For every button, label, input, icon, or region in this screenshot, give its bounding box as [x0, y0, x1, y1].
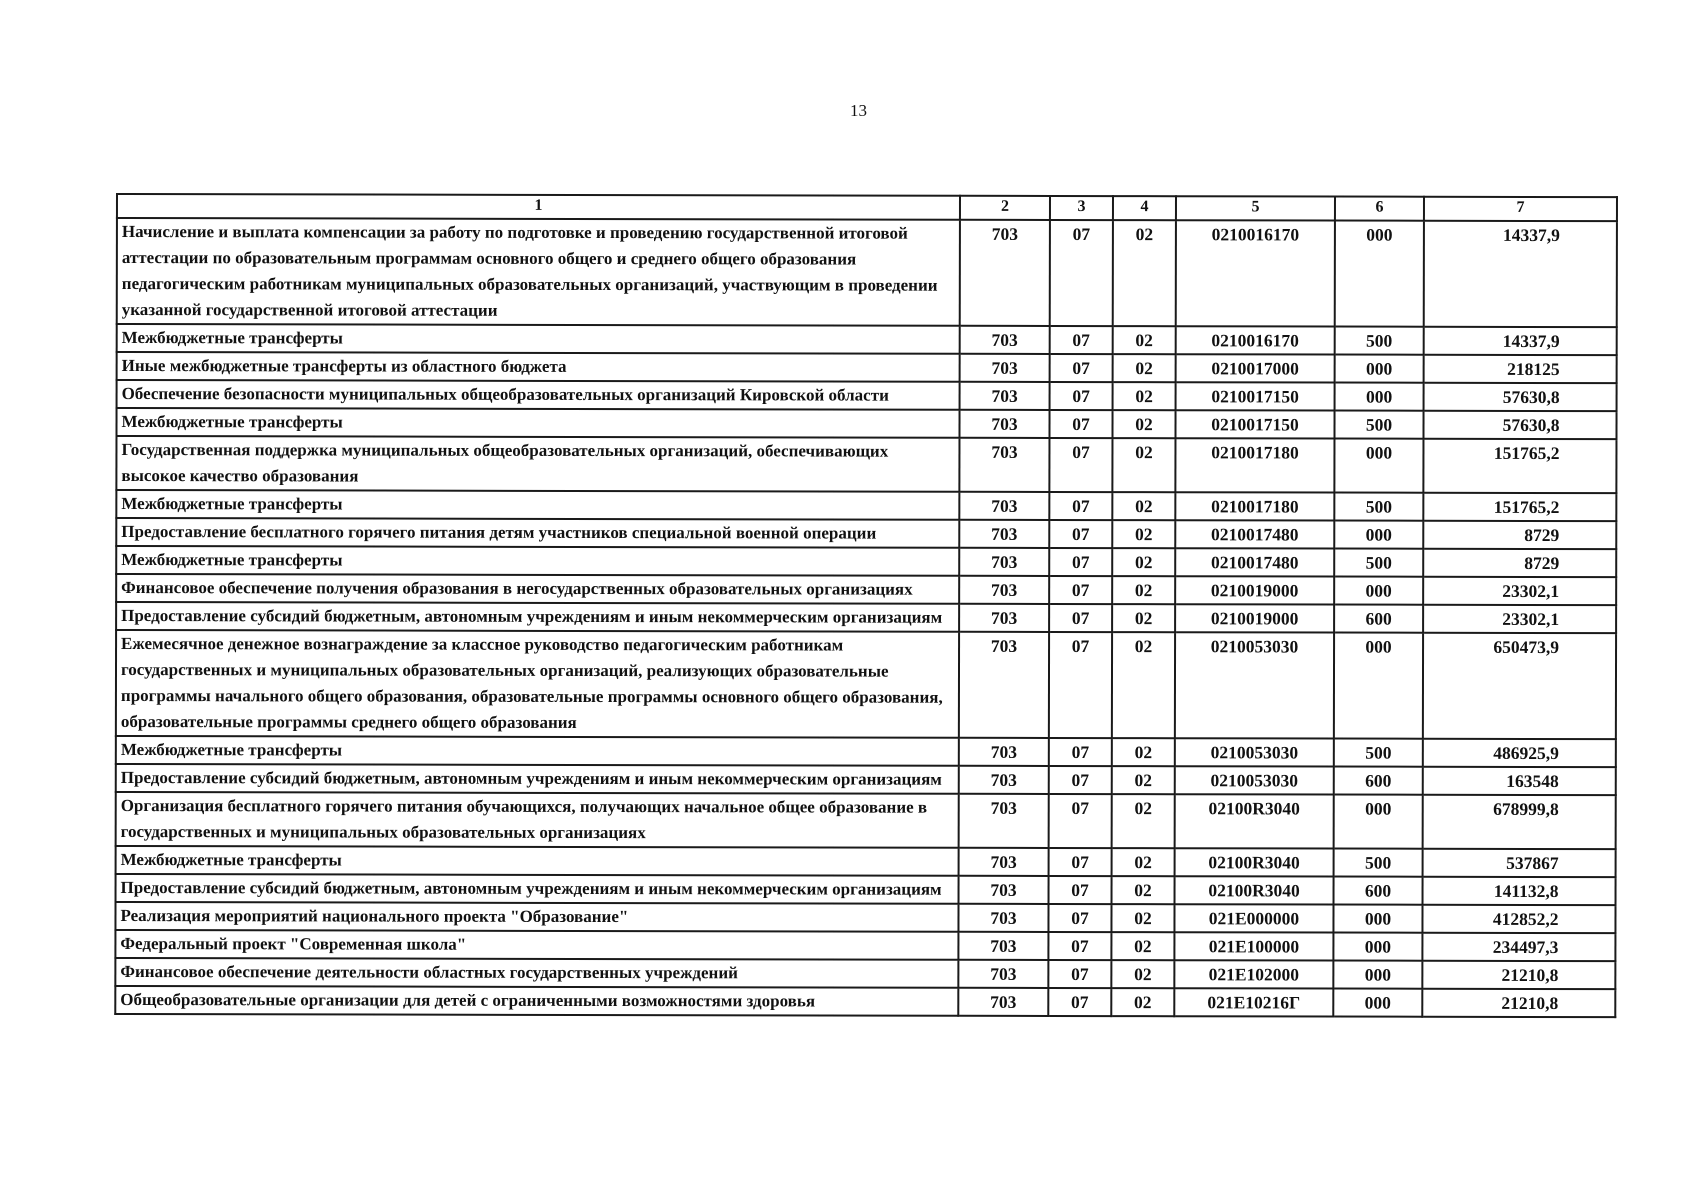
ministry-code: 703 — [959, 548, 1049, 576]
target-article-code: 021E000000 — [1174, 904, 1333, 932]
subsection-code: 02 — [1112, 548, 1175, 576]
subsection-code: 02 — [1113, 220, 1176, 326]
section-code: 07 — [1049, 738, 1112, 766]
expense-type-code: 600 — [1334, 767, 1423, 795]
subsection-code: 02 — [1112, 876, 1175, 904]
column-header-6: 6 — [1335, 197, 1424, 221]
target-article-code: 02100R3040 — [1175, 848, 1334, 876]
subsection-code: 02 — [1113, 354, 1176, 382]
target-article-code: 0210017180 — [1175, 438, 1334, 492]
section-code: 07 — [1049, 492, 1112, 520]
section-code: 07 — [1049, 410, 1112, 438]
table-row — [117, 380, 1617, 411]
expense-item-name: Предоставление субсидий бюджетным, автономным учреждениям и иным некоммерческим организациям — [116, 764, 959, 794]
section-code: 07 — [1049, 766, 1112, 794]
table-row — [116, 736, 1616, 767]
table-row — [116, 518, 1616, 549]
section-code: 07 — [1049, 876, 1112, 904]
target-article-code: 0210053030 — [1175, 738, 1334, 766]
amount: 8729 — [1423, 521, 1616, 549]
subsection-code: 02 — [1112, 766, 1175, 794]
expense-type-code: 000 — [1334, 577, 1423, 605]
ministry-code: 703 — [959, 738, 1049, 766]
target-article-code: 021E102000 — [1174, 960, 1333, 988]
expense-item-name: Финансовое обеспечение деятельности областных государственных учреждений — [115, 958, 958, 988]
budget-table — [114, 193, 1618, 1018]
amount: 537867 — [1423, 849, 1616, 877]
expense-item-name: Межбюджетные трансферты — [116, 490, 959, 520]
expense-type-code: 500 — [1334, 493, 1423, 521]
amount: 14337,9 — [1424, 327, 1617, 355]
expense-item-name: Финансовое обеспечение получения образования в негосударственных образовательных организациях — [116, 574, 959, 604]
amount: 486925,9 — [1423, 739, 1616, 767]
section-code: 07 — [1049, 848, 1112, 876]
subsection-code: 02 — [1112, 576, 1175, 604]
ministry-code: 703 — [959, 438, 1049, 492]
target-article-code: 0210017150 — [1175, 410, 1334, 438]
table-row — [116, 408, 1616, 439]
target-article-code: 021E10216Г — [1174, 988, 1333, 1016]
expense-item-name: Предоставление субсидий бюджетным, автономным учреждениям и иным некоммерческим организациям — [116, 874, 959, 904]
target-article-code: 0210017180 — [1175, 492, 1334, 520]
expense-type-code: 500 — [1334, 549, 1423, 577]
section-code: 07 — [1050, 354, 1113, 382]
ministry-code: 703 — [959, 604, 1049, 632]
ministry-code: 703 — [958, 904, 1048, 932]
section-code: 07 — [1049, 632, 1112, 738]
ministry-code: 703 — [959, 794, 1049, 848]
expense-item-name: Общеобразовательные организации для детей с ограниченными возможностями здоровья — [115, 986, 958, 1016]
amount: 23302,1 — [1423, 577, 1616, 605]
table-row — [117, 324, 1617, 355]
subsection-code: 02 — [1111, 988, 1174, 1016]
section-code: 07 — [1049, 794, 1112, 848]
expense-type-code: 000 — [1333, 905, 1422, 933]
section-code: 07 — [1049, 438, 1112, 492]
amount: 151765,2 — [1423, 493, 1616, 521]
section-code: 07 — [1049, 548, 1112, 576]
target-article-code: 0210053030 — [1175, 766, 1334, 794]
ministry-code: 703 — [958, 988, 1048, 1016]
table-row — [115, 958, 1615, 989]
amount: 57630,8 — [1424, 383, 1617, 411]
subsection-code: 02 — [1112, 520, 1175, 548]
table-body — [115, 218, 1617, 1017]
expense-item-name: Предоставление бесплатного горячего питания детям участников специальной военной операции — [116, 518, 959, 548]
subsection-code: 02 — [1112, 794, 1175, 848]
expense-type-code: 500 — [1334, 411, 1423, 439]
expense-type-code: 500 — [1334, 849, 1423, 877]
section-code: 07 — [1048, 904, 1111, 932]
amount: 8729 — [1423, 549, 1616, 577]
expense-type-code: 600 — [1334, 877, 1423, 905]
ministry-code: 703 — [959, 520, 1049, 548]
target-article-code: 0210016170 — [1176, 220, 1335, 326]
section-code: 07 — [1050, 220, 1113, 326]
amount: 151765,2 — [1423, 439, 1616, 493]
column-header-3: 3 — [1050, 196, 1113, 220]
table-row — [117, 218, 1617, 327]
expense-type-code: 000 — [1335, 221, 1424, 327]
section-code: 07 — [1049, 604, 1112, 632]
table-row — [116, 490, 1616, 521]
amount: 163548 — [1423, 767, 1616, 795]
expense-type-code: 000 — [1334, 633, 1423, 739]
subsection-code: 02 — [1112, 410, 1175, 438]
expense-item-name: Начисление и выплата компенсации за работу по подготовке и проведению государственной итоговой аттестации по образовательным программам основного общего и среднего общего образования педагогическим работникам муниципальных образовательных организаций, участвующим в проведении указанной государственной итоговой аттестации — [117, 218, 960, 326]
subsection-code: 02 — [1112, 738, 1175, 766]
table-row — [115, 902, 1615, 933]
amount: 21210,8 — [1422, 989, 1615, 1017]
expense-item-name: Межбюджетные трансферты — [116, 546, 959, 576]
expense-item-name: Организация бесплатного горячего питания обучающихся, получающих начальное общее образование в государственных и муниципальных образовательных организациях — [116, 792, 959, 848]
section-code: 07 — [1050, 326, 1113, 354]
expense-item-name: Обеспечение безопасности муниципальных общеобразовательных организаций Кировской области — [117, 380, 960, 410]
ministry-code: 703 — [959, 848, 1049, 876]
column-header-4: 4 — [1113, 196, 1176, 220]
expense-item-name: Ежемесячное денежное вознаграждение за классное руководство педагогическим работникам государственных и муниципальных образовательных организаций, реализующих образовательные программы начального общего образования, образовательные программы основного общего образования, образовательные программы среднего общего образования — [116, 630, 959, 738]
section-code: 07 — [1049, 520, 1112, 548]
table-row — [115, 930, 1615, 961]
target-article-code: 0210016170 — [1176, 326, 1335, 354]
expense-item-name: Межбюджетные трансферты — [116, 736, 959, 766]
target-article-code: 02100R3040 — [1175, 794, 1334, 848]
ministry-code: 703 — [960, 220, 1050, 326]
expense-type-code: 600 — [1334, 605, 1423, 633]
ministry-code: 703 — [960, 354, 1050, 382]
table-row — [116, 602, 1616, 633]
ministry-code: 703 — [958, 932, 1048, 960]
page-number: 13 — [850, 101, 867, 120]
expense-type-code: 500 — [1334, 739, 1423, 767]
table-row — [116, 764, 1616, 795]
target-article-code: 0210017480 — [1175, 520, 1334, 548]
amount: 234497,3 — [1422, 933, 1615, 961]
expense-type-code: 000 — [1333, 933, 1422, 961]
expense-type-code: 000 — [1333, 961, 1422, 989]
section-code: 07 — [1048, 932, 1111, 960]
table-row — [116, 874, 1616, 905]
table-row — [117, 352, 1617, 383]
ministry-code: 703 — [959, 876, 1049, 904]
amount: 412852,2 — [1422, 905, 1615, 933]
header-row — [117, 194, 1617, 221]
table-row — [116, 546, 1616, 577]
table-row — [116, 630, 1616, 739]
table-row — [116, 574, 1616, 605]
target-article-code: 021E100000 — [1174, 932, 1333, 960]
subsection-code: 02 — [1112, 492, 1175, 520]
expense-type-code: 000 — [1333, 989, 1422, 1017]
target-article-code: 0210053030 — [1175, 632, 1334, 738]
expense-type-code: 000 — [1335, 355, 1424, 383]
subsection-code: 02 — [1112, 438, 1175, 492]
subsection-code: 02 — [1113, 326, 1176, 354]
subsection-code: 02 — [1111, 932, 1174, 960]
amount: 14337,9 — [1424, 221, 1617, 327]
subsection-code: 02 — [1111, 960, 1174, 988]
amount: 23302,1 — [1423, 605, 1616, 633]
column-header-2: 2 — [960, 196, 1050, 220]
section-code: 07 — [1050, 382, 1113, 410]
expense-type-code: 500 — [1335, 327, 1424, 355]
table-row — [116, 846, 1616, 877]
ministry-code: 703 — [959, 766, 1049, 794]
subsection-code: 02 — [1111, 904, 1174, 932]
table-row — [116, 436, 1616, 493]
amount: 21210,8 — [1422, 961, 1615, 989]
expense-type-code: 000 — [1334, 795, 1423, 849]
ministry-code: 703 — [960, 382, 1050, 410]
amount: 218125 — [1424, 355, 1617, 383]
expense-item-name: Предоставление субсидий бюджетным, автономным учреждениям и иным некоммерческим организациям — [116, 602, 959, 632]
ministry-code: 703 — [958, 960, 1048, 988]
target-article-code: 0210017150 — [1176, 382, 1335, 410]
amount: 141132,8 — [1423, 877, 1616, 905]
ministry-code: 703 — [960, 326, 1050, 354]
table-row — [116, 792, 1616, 849]
target-article-code: 0210019000 — [1175, 604, 1334, 632]
ministry-code: 703 — [959, 576, 1049, 604]
amount: 650473,9 — [1423, 633, 1616, 739]
column-header-5: 5 — [1176, 196, 1335, 220]
table-row — [115, 986, 1615, 1017]
expense-type-code: 000 — [1334, 521, 1423, 549]
section-code: 07 — [1048, 988, 1111, 1016]
target-article-code: 0210017000 — [1176, 354, 1335, 382]
ministry-code: 703 — [959, 492, 1049, 520]
amount: 57630,8 — [1423, 411, 1616, 439]
ministry-code: 703 — [959, 632, 1049, 738]
subsection-code: 02 — [1112, 632, 1175, 738]
expense-item-name: Реализация мероприятий национального проекта "Образование" — [115, 902, 958, 932]
column-header-1: 1 — [117, 194, 960, 220]
column-header-7: 7 — [1424, 197, 1617, 221]
expense-type-code: 000 — [1334, 439, 1423, 493]
subsection-code: 02 — [1112, 848, 1175, 876]
expense-item-name: Межбюджетные трансферты — [116, 846, 959, 876]
amount: 678999,8 — [1423, 795, 1616, 849]
target-article-code: 0210017480 — [1175, 548, 1334, 576]
expense-item-name: Государственная поддержка муниципальных общеобразовательных организаций, обеспечивающих высокое качество образования — [116, 436, 959, 492]
section-code: 07 — [1048, 960, 1111, 988]
subsection-code: 02 — [1112, 604, 1175, 632]
expense-type-code: 000 — [1335, 383, 1424, 411]
section-code: 07 — [1049, 576, 1112, 604]
expense-item-name: Межбюджетные трансферты — [116, 408, 959, 438]
target-article-code: 0210019000 — [1175, 576, 1334, 604]
expense-item-name: Федеральный проект "Современная школа" — [115, 930, 958, 960]
target-article-code: 02100R3040 — [1175, 876, 1334, 904]
subsection-code: 02 — [1113, 382, 1176, 410]
expense-item-name: Иные межбюджетные трансферты из областного бюджета — [117, 352, 960, 382]
ministry-code: 703 — [959, 410, 1049, 438]
expense-item-name: Межбюджетные трансферты — [117, 324, 960, 354]
